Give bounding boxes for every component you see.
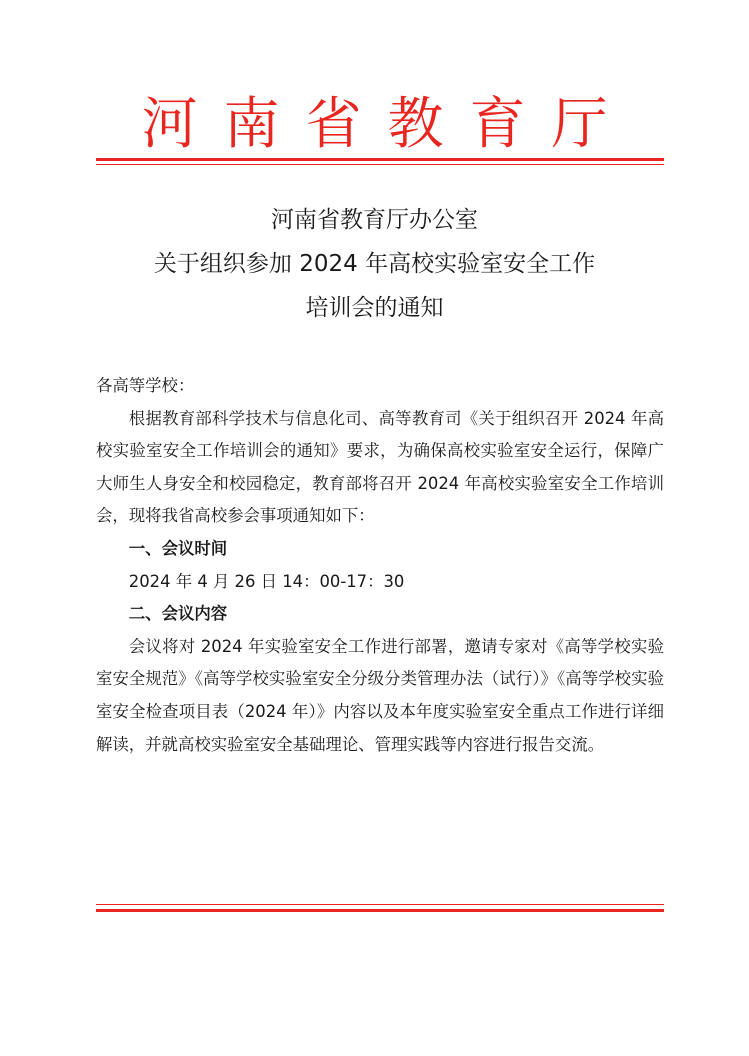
section-heading-content: 二、会议内容	[128, 604, 228, 624]
title-line-1: 河南省教育厅办公室	[271, 207, 478, 233]
masthead-divider-thin	[96, 164, 664, 165]
footer-divider-thin	[96, 904, 664, 905]
intro-paragraph: 根据教育部科学技术与信息化司、高等教育司《关于组织召开 2024 年高校实验室安全工作培训会的通知》要求，为确保高校实验室安全运行，保障广大师生人身安全和校园稳定，教育部将召开 2024 年高校实验室安全工作培训会，现将我省高校参会事项通知如下：	[96, 408, 664, 526]
salutation: 各高等学校：	[96, 376, 195, 395]
section-content-time: 2024 年 4 月 26 日 14：00-17：30	[128, 571, 405, 591]
title-line-2: 关于组织参加 2024 年高校实验室安全工作	[153, 251, 596, 277]
section-heading-time: 一、会议时间	[128, 538, 228, 558]
masthead-divider-thick	[96, 158, 664, 161]
footer-divider-thick	[96, 909, 664, 912]
title-line-3: 培训会的通知	[305, 295, 444, 321]
masthead-org-name: 河南省教育厅	[141, 92, 634, 157]
section-content-content: 会议将对 2024 年实验室安全工作进行部署，邀请专家对《高等学校实验室安全规范》《高等学校实验室安全分级分类管理办法（试行）》《高等学校实验室安全检查项目表（2024 年）》内容以及本年度实验室安全重点工作进行详细解读，并就高校实验室安全基础理论、管理实践等内容进行报告交流。	[96, 636, 664, 754]
document-body	[96, 370, 664, 761]
document-title	[0, 198, 749, 330]
